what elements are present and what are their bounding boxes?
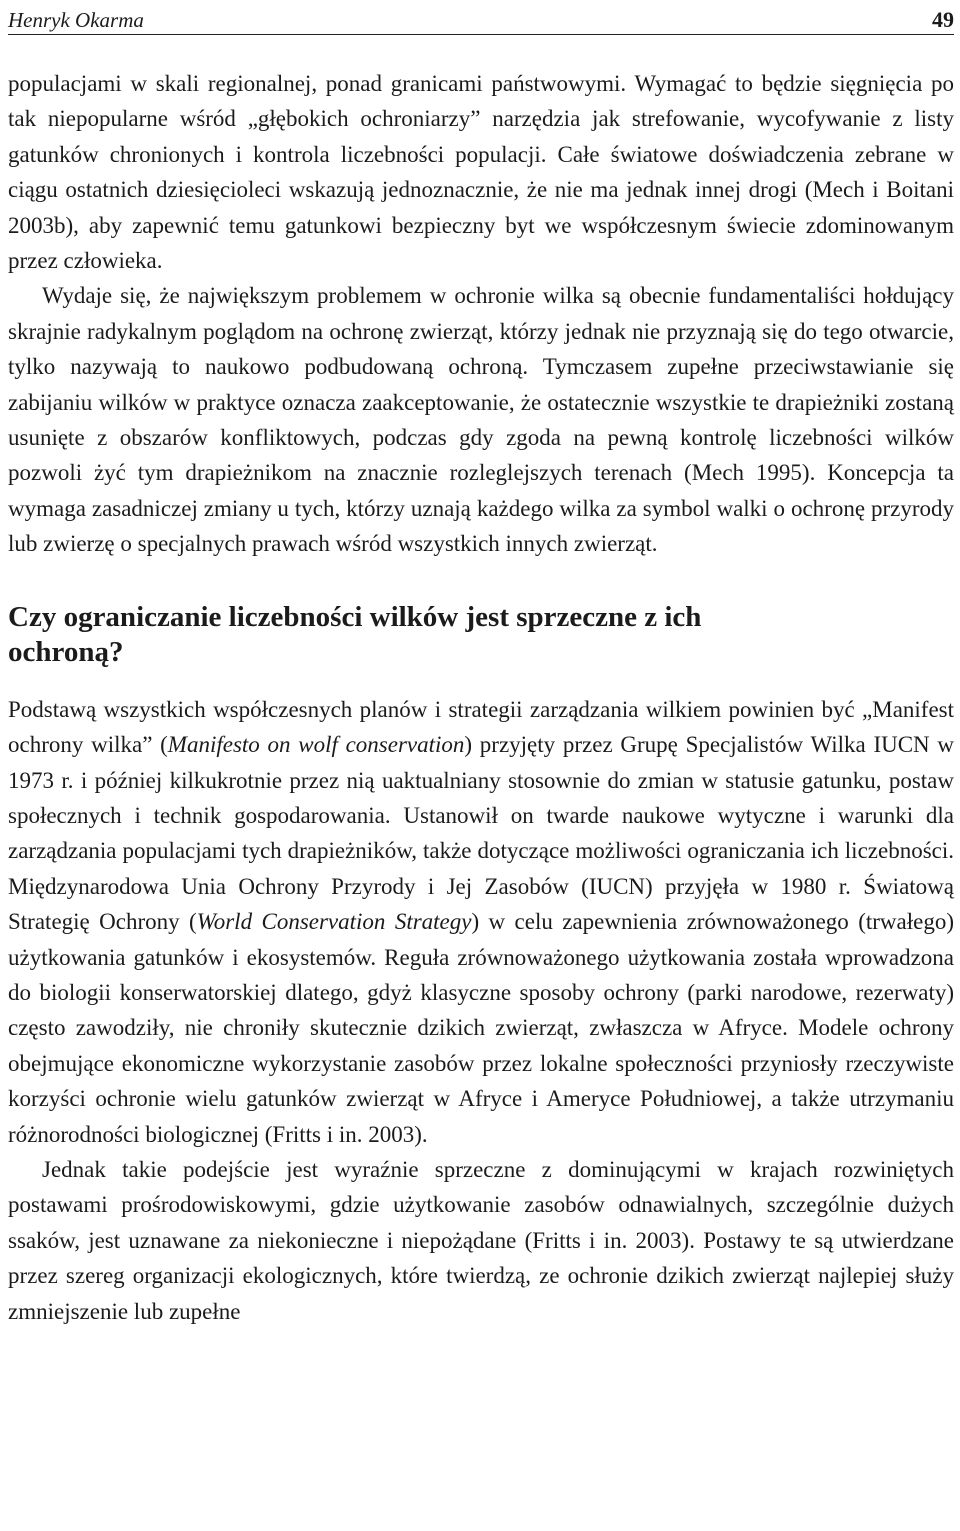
paragraph-3 <box>8 692 954 1152</box>
section-heading: Czy ograniczanie liczebności wilków jest sprzeczne z ich ochroną? <box>8 600 702 668</box>
body-text <box>8 66 954 1329</box>
document-page <box>8 0 954 1329</box>
paragraph-2: Wydaje się, że największym problemem w ochronie wilka są obecnie fundamentaliści hołdujący skrajnie radykalnym poglądom na ochronę zwierząt, którzy jednak nie przyznają się do tego otwarcie, tylko nazywają to naukowo podbudowaną ochroną. Tymczasem zupełne przeciwstawianie się zabijaniu wilków w praktyce oznacza zaakceptowanie, że ostatecznie wszystkie te drapieżniki zostaną usunięte z obszarów konfliktowych, podczas gdy zgoda na pewną kontrolę liczebności wilków pozwoli żyć tym drapieżnikom na znacznie rozleglejszych terenach (Mech 1995). Koncepcja ta wymaga zasadniczej zmiany u tych, którzy uznają każdego wilka za symbol walki o ochronę przyrody lub zwierzę o specjalnych prawach wśród wszystkich innych zwierząt. <box>8 283 954 557</box>
paragraph-1: populacjami w skali regionalnej, ponad granicami państwowymi. Wymagać to będzie sięgnięcia po tak niepopularne wśród „głębokich ochroniarzy” narzędzia jak strefowanie, wycofywanie z listy gatunków chronionych i kontrola liczebności populacji. Całe światowe doświadczenia zebrane w ciągu ostatnich dziesięcioleci wskazują jednoznacznie, że nie ma jednak innej drogi (Mech i Boitani 2003b), aby zapewnić temu gatunkowi bezpieczny byt we współczesnym świecie zdominowanym przez człowieka. <box>8 71 954 274</box>
paragraph-3-italic-title-2: World Conservation Strategy <box>196 909 472 935</box>
paragraph-3-italic-title-1: Manifesto on wolf conservation <box>167 732 465 758</box>
running-header <box>8 2 954 35</box>
paragraph-3-text-2: ) przyjęty przez Grupę Specjalistów Wilka IUCN w 1973 r. i później kilkukrotnie przez nią uaktualniany stosownie do zmian w statusie gatunku, postaw społecznych i technik gospodarowania. Ustanowił on twarde naukowe wytyczne i warunki dla zarządzania populacjami tych drapieżników, także dotyczące możliwości ograniczania ich liczebności. Międzynarodowa Unia Ochrony Przyrody i Jej Zasobów (IUCN) przyjęła w 1980 r. Światową Strategię Ochrony ( <box>8 732 954 935</box>
paragraph-3-text-1: Podstawą wszystkich współczesnych planów i strategii zarządzania wilkiem powinien być „Manifest ochrony wilka” ( <box>8 696 954 758</box>
paragraph-3-text-3: ) w celu zapewnienia zrównoważonego (trwałego) użytkowania gatunków i ekosystemów. Reguła zrównoważonego użytkowania została wprowadzona do biologii konserwatorskiej dlatego, gdyż klasyczne sposoby ochrony (parki narodowe, rezerwaty) często zawodziły, nie chroniły skutecznie dzikich zwierząt, zwłaszcza w Afryce. Modele ochrony obejmujące ekonomiczne wykorzystanie zasobów przez lokalne społeczności przyniosły rzeczywiste korzyści ochronie wielu gatunków zwierząt w Afryce i Ameryce Południowej, a także utrzymaniu różnorodności biologicznej (Fritts i in. 2003). <box>8 909 954 1147</box>
author-name: Henryk Okarma <box>8 8 144 32</box>
page-number: 49 <box>932 7 954 32</box>
paragraph-4: Jednak takie podejście jest wyraźnie sprzeczne z dominującymi w krajach rozwiniętych postawami prośrodowiskowymi, gdzie użytkowanie zasobów odnawialnych, szczególnie dużych ssaków, jest uznawane za niekonieczne i niepożądane (Fritts i in. 2003). Postawy te są utwierdzane przez szereg organizacji ekologicznych, które twierdzą, ze ochronie dzikich zwierząt najlepiej służy zmniejszenie lub zupełne <box>8 1156 954 1324</box>
